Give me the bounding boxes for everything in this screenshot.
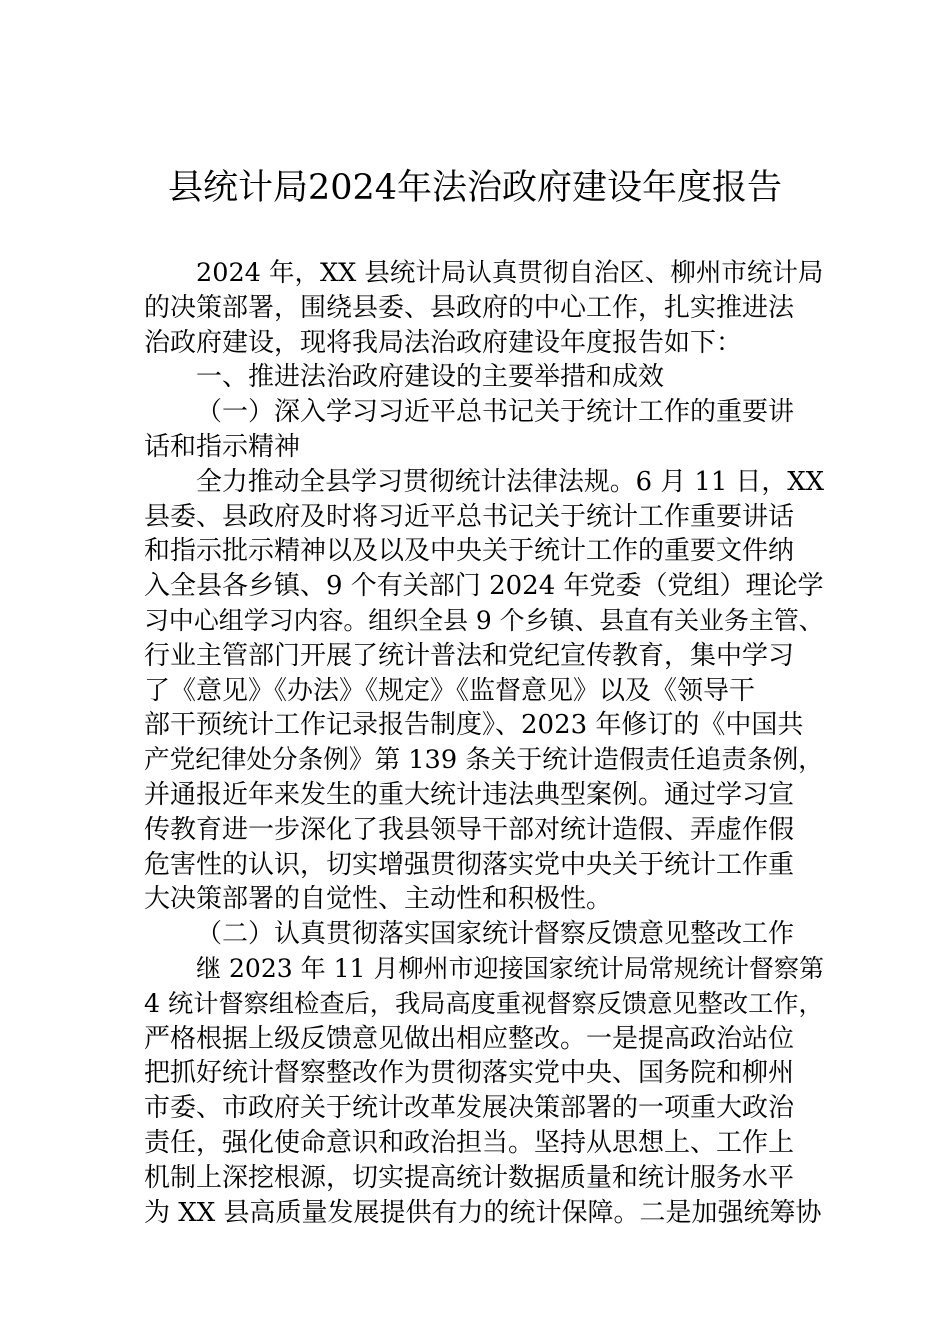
text-line: 传教育进一步深化了我县领导干部对统计造假、弄虚作假 <box>144 814 795 845</box>
text-line: 全力推动全县学习贯彻统计法律法规。6 月 11 日，XX <box>196 466 825 497</box>
text-line: 话和指示精神 <box>144 431 301 462</box>
text-line: 2024 年，XX 县统计局认真贯彻自治区、柳州市统计局 <box>196 258 824 288</box>
text-line: 为 XX 县高质量发展提供有力的统计保障。二是加强统筹协 <box>144 1197 822 1228</box>
text-line: 的决策部署，围绕县委、县政府的中心工作，扎实推进法 <box>144 292 795 323</box>
text-line: 责任，强化使命意识和政治担当。坚持从思想上、工作上 <box>144 1127 795 1158</box>
text-line: 习中心组学习内容。组织全县 9 个乡镇、县直有关业务主管、 <box>144 605 824 635</box>
text-line: 治政府建设，现将我局法治政府建设年度报告如下： <box>144 327 743 358</box>
text-line: 市委、市政府关于统计改革发展决策部署的一项重大政治 <box>144 1093 795 1124</box>
text-line: 一、推进法治政府建设的主要举措和成效 <box>196 362 665 393</box>
text-line: 和指示批示精神以及以及中央关于统计工作的重要文件纳 <box>144 536 795 567</box>
text-line: 继 2023 年 11 月柳州市迎接国家统计局常规统计督察第 <box>196 953 825 983</box>
text-line: （二）认真贯彻落实国家统计督察反馈意见整改工作 <box>196 919 795 950</box>
text-line: 产党纪律处分条例》第 139 条关于统计造假责任追责条例， <box>144 745 824 776</box>
text-line: 县委、县政府及时将习近平总书记关于统计工作重要讲话 <box>144 501 795 532</box>
document-body <box>144 256 824 1230</box>
text-line: 行业主管部门开展了统计普法和党纪宣传教育，集中学习 <box>144 640 795 671</box>
text-line: 机制上深挖根源，切实提高统计数据质量和统计服务水平 <box>144 1162 795 1193</box>
text-line: 入全县各乡镇、9 个有关部门 2024 年党委（党组）理论学 <box>144 571 824 602</box>
text-line: 4 统计督察组检查后，我局高度重视督察反馈意见整改工作， <box>144 988 824 1018</box>
text-line: 大决策部署的自觉性、主动性和积极性。 <box>144 884 613 915</box>
text-line: 并通报近年来发生的重大统计违法典型案例。通过学习宣 <box>144 779 795 810</box>
text-line: （一）深入学习习近平总书记关于统计工作的重要讲 <box>196 397 795 428</box>
text-line: 危害性的认识，切实增强贯彻落实党中央关于统计工作重 <box>144 849 795 880</box>
text-line: 了《意见》《办法》《规定》《监督意见》以及《领导干 <box>144 675 756 706</box>
text-line: 把抓好统计督察整改作为贯彻落实党中央、国务院和柳州 <box>144 1058 795 1089</box>
text-line: 严格根据上级反馈意见做出相应整改。一是提高政治站位 <box>144 1023 795 1054</box>
document-title: 县统计局2024年法治政府建设年度报告 <box>167 168 783 208</box>
text-line: 部干预统计工作记录报告制度》、2023 年修订的《中国共 <box>144 710 804 741</box>
